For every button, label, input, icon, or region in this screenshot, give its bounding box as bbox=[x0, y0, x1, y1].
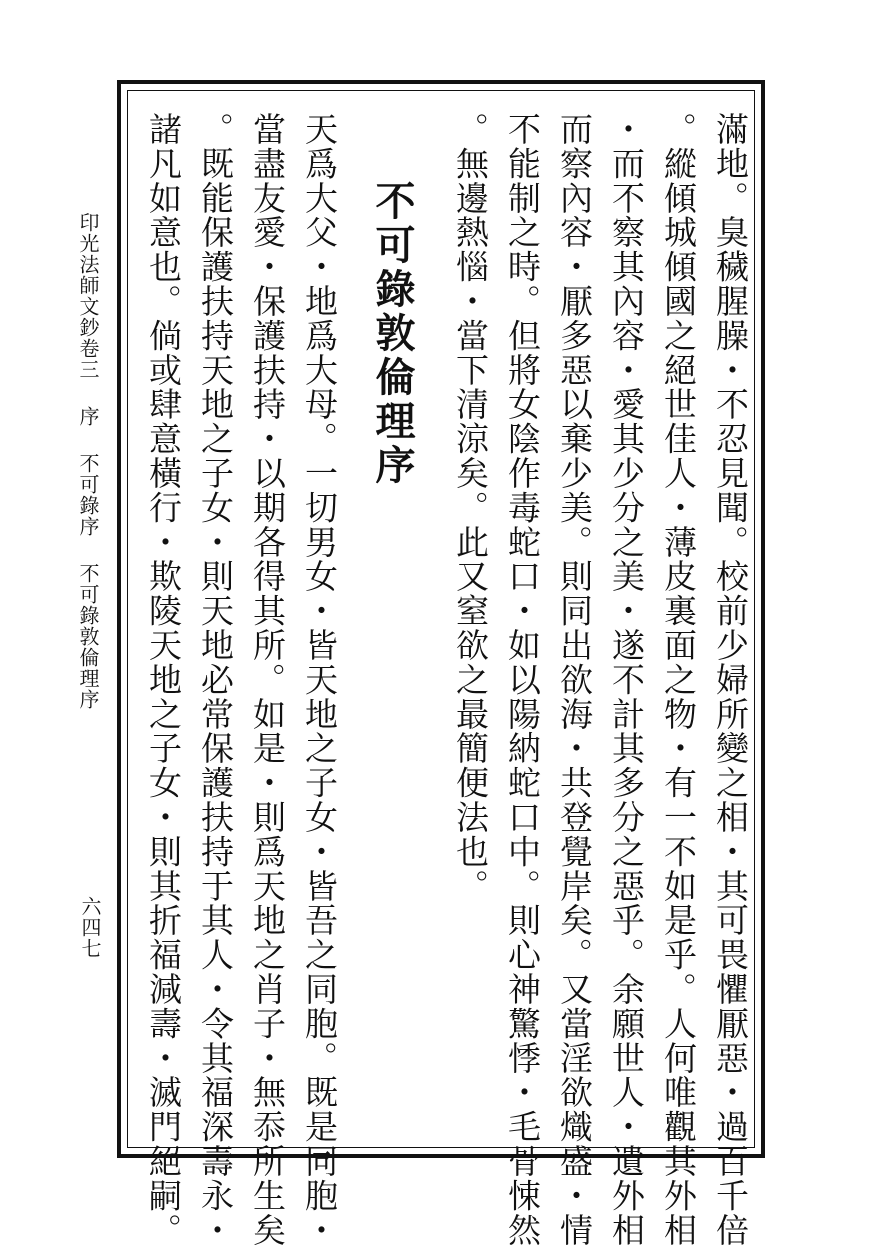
text-column-2: 。縱傾城傾國之絕世佳人・薄皮裏面之物・有一不如是乎。人何唯觀其外相 bbox=[659, 112, 698, 1247]
running-header-category: 序 bbox=[76, 406, 100, 427]
text-column-6: 。無邊熱惱・當下清涼矣。此又窒欲之最簡便法也。 bbox=[451, 112, 490, 904]
page-number: 六四七 bbox=[78, 896, 102, 959]
text-column-4: 而察內容・厭多惡以棄少美。則同出欲海・共登覺岸矣。又當淫欲熾盛・情 bbox=[555, 112, 594, 1247]
text-column-1: 滿地。臭穢腥臊・不忍見聞。校前少婦所變之相・其可畏懼厭惡・過百千倍 bbox=[711, 112, 750, 1247]
running-header-book-title: 印光法師文鈔卷三 bbox=[76, 212, 100, 380]
running-header bbox=[78, 212, 98, 710]
section-title: 不可錄敦倫理序 bbox=[369, 180, 416, 488]
text-column-9: 。既能保護扶持天地之子女・則天地必常保護扶持于其人・令其福深壽永・ bbox=[196, 112, 235, 1247]
text-column-5: 不能制之時。但將女陰作毒蛇口・如以陽納蛇口中。則心神驚悸・毛骨悚然 bbox=[503, 112, 542, 1247]
text-column-10: 諸凡如意也。倘或肆意橫行・欺陵天地之子女・則其折福減壽・滅門絕嗣。 bbox=[144, 112, 183, 1247]
running-header-section-prev: 不可錄序 bbox=[76, 453, 100, 537]
text-column-8: 當盡友愛・保護扶持・以期各得其所。如是・則爲天地之肖子・無忝所生矣 bbox=[248, 112, 287, 1247]
text-column-3: ・而不察其內容・愛其少分之美・遂不計其多分之惡乎。余願世人・遺外相 bbox=[607, 112, 646, 1247]
text-column-7: 天爲大父・地爲大母。一切男女・皆天地之子女・皆吾之同胞。既是同胞・ bbox=[300, 112, 339, 1247]
running-header-section-current: 不可錄敦倫理序 bbox=[76, 563, 100, 710]
